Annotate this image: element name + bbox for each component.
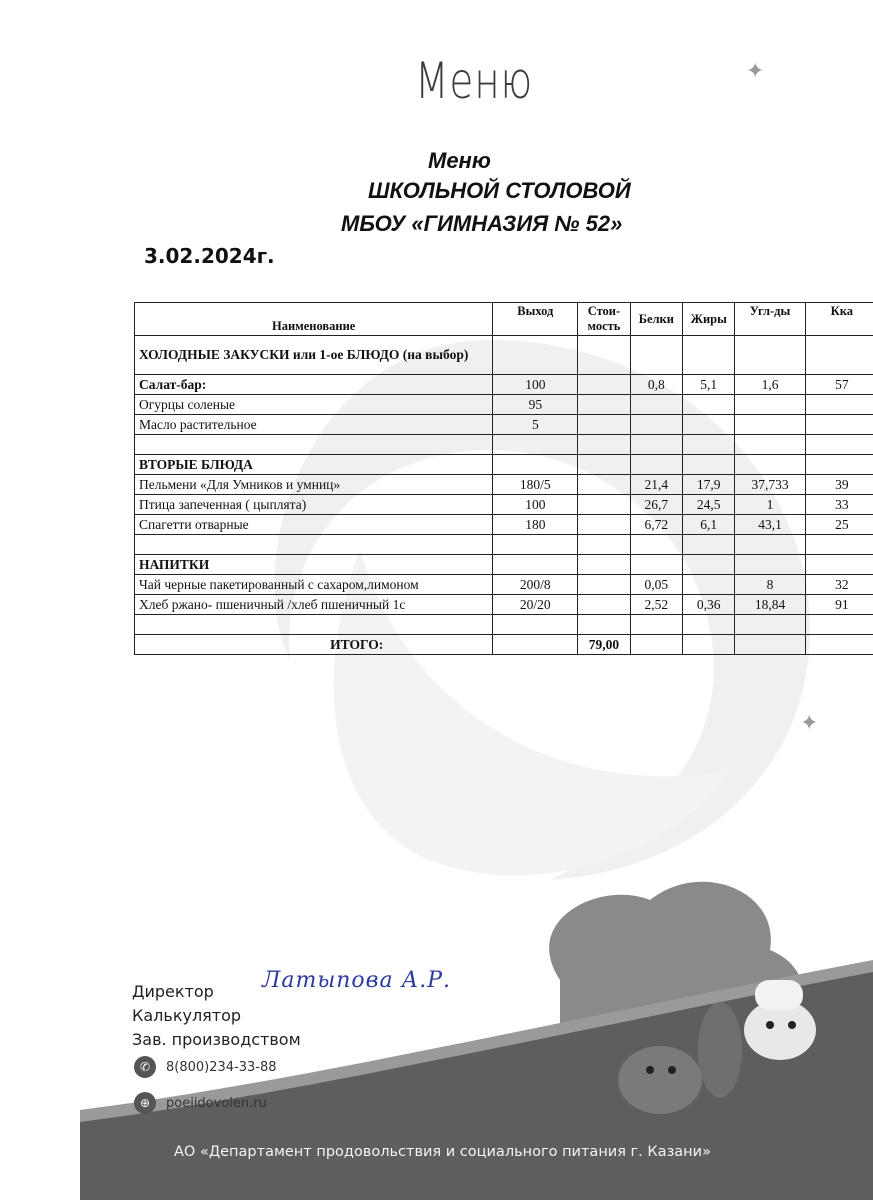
cell-carbs: 18,84 (735, 595, 805, 615)
cell-protein (630, 415, 682, 435)
cell-carbs: 43,1 (735, 515, 805, 535)
cell-protein (630, 336, 682, 375)
cell-carbs (735, 555, 805, 575)
cell-kcal: 25 (805, 515, 873, 535)
cell-name: НАПИТКИ (135, 555, 493, 575)
cell-cost (578, 375, 630, 395)
calculator-label: Калькулятор (132, 1006, 242, 1025)
cell-fat (683, 535, 735, 555)
title-canteen: ШКОЛЬНОЙ СТОЛОВОЙ (368, 178, 631, 203)
table-row (135, 475, 873, 495)
header-kcal: Кка (805, 303, 873, 336)
cell-protein: 2,52 (630, 595, 682, 615)
cell-fat (683, 336, 735, 375)
cell-carbs (735, 535, 805, 555)
table-row (135, 595, 873, 615)
cell-kcal: 32 (805, 575, 873, 595)
table-row (135, 495, 873, 515)
table-row (135, 395, 873, 415)
header-name: Наименование (135, 303, 493, 336)
director-label: Директор (132, 982, 214, 1001)
organization-name: АО «Департамент продовольствия и социального питания г. Казани» (174, 1144, 711, 1160)
cell-protein (630, 455, 682, 475)
sparkle-icon: ✦ (800, 710, 819, 735)
cell-carbs (735, 455, 805, 475)
cell-protein (630, 615, 682, 635)
cell-kcal (805, 615, 873, 635)
table-row (135, 555, 873, 575)
table-row (135, 535, 873, 555)
cell-name: Чай черные пакетированный с сахаром,лимоном (135, 575, 493, 595)
cell-kcal: 57 (805, 375, 873, 395)
phone-contact (134, 1056, 277, 1078)
cell-name: Салат-бар: (135, 375, 493, 395)
cell-protein (630, 555, 682, 575)
cell-fat (683, 575, 735, 595)
cell-fat: 17,9 (683, 475, 735, 495)
cell-cost (578, 535, 630, 555)
production-head-label: Зав. производством (132, 1030, 301, 1049)
cell-carbs (735, 615, 805, 635)
cell-kcal (805, 395, 873, 415)
header-carbs: Угл-ды (735, 303, 805, 336)
cell-name: Хлеб ржано- пшеничный /хлеб пшеничный 1с (135, 595, 493, 615)
cell-cost (578, 415, 630, 435)
total-row (135, 635, 873, 655)
cell-carbs: 1 (735, 495, 805, 515)
cell-name (135, 535, 493, 555)
table-row (135, 336, 873, 375)
total-label: ИТОГО: (135, 635, 493, 655)
cell-output: 20/20 (493, 595, 578, 615)
cell-name (135, 435, 493, 455)
cell-output: 5 (493, 415, 578, 435)
cell-output (493, 615, 578, 635)
cell-cost (578, 336, 630, 375)
cell-output: 100 (493, 375, 578, 395)
sparkle-icon: ✦ (746, 58, 765, 83)
table-row (135, 435, 873, 455)
cell-fat (683, 435, 735, 455)
cell-cost (578, 555, 630, 575)
header-cost: Стои-мость (578, 303, 630, 336)
cell-fat (683, 395, 735, 415)
cell-output: 200/8 (493, 575, 578, 595)
cell-fat: 6,1 (683, 515, 735, 535)
cell-carbs: 37,733 (735, 475, 805, 495)
cell-kcal (805, 535, 873, 555)
table-header-row (135, 303, 873, 336)
cell-cost (578, 615, 630, 635)
cell-fat: 24,5 (683, 495, 735, 515)
cell-output (493, 555, 578, 575)
phone-number: 8(800)234-33-88 (166, 1059, 277, 1075)
cell-output: 180 (493, 515, 578, 535)
table-row (135, 455, 873, 475)
phone-icon: ✆ (134, 1056, 156, 1078)
cell-kcal: 33 (805, 495, 873, 515)
cell-protein (630, 435, 682, 455)
cell-cost (578, 475, 630, 495)
table-row (135, 515, 873, 535)
cell-name: ХОЛОДНЫЕ ЗАКУСКИ или 1-ое БЛЮДО (на выбор) (135, 336, 493, 375)
cell-carbs (735, 415, 805, 435)
cell-name: Спагетти отварные (135, 515, 493, 535)
cell-name: ВТОРЫЕ БЛЮДА (135, 455, 493, 475)
cell-carbs: 1,6 (735, 375, 805, 395)
cell-output (493, 455, 578, 475)
cell-kcal (805, 455, 873, 475)
cell-fat: 5,1 (683, 375, 735, 395)
cell-protein: 6,72 (630, 515, 682, 535)
cell-cost (578, 455, 630, 475)
website-link[interactable]: poeiidovolen.ru (166, 1095, 267, 1111)
cell-protein: 0,05 (630, 575, 682, 595)
cell-protein: 26,7 (630, 495, 682, 515)
menu-date: 3.02.2024г. (144, 244, 275, 268)
cell-fat (683, 615, 735, 635)
cell-name (135, 615, 493, 635)
menu-table (134, 302, 873, 655)
cell-protein (630, 535, 682, 555)
globe-icon: ⊕ (134, 1092, 156, 1114)
cell-name: Огурцы соленые (135, 395, 493, 415)
cell-carbs (735, 336, 805, 375)
cell-fat (683, 555, 735, 575)
total-cost: 79,00 (578, 635, 630, 655)
cell-kcal (805, 435, 873, 455)
cell-output: 180/5 (493, 475, 578, 495)
cell-kcal: 39 (805, 475, 873, 495)
cell-cost (578, 495, 630, 515)
header-fat: Жиры (683, 303, 735, 336)
cell-fat: 0,36 (683, 595, 735, 615)
title-school: МБОУ «ГИМНАЗИЯ № 52» (341, 211, 623, 236)
cell-kcal: 91 (805, 595, 873, 615)
cell-protein: 0,8 (630, 375, 682, 395)
table-row (135, 575, 873, 595)
cell-fat (683, 415, 735, 435)
cell-name: Пельмени «Для Умников и умниц» (135, 475, 493, 495)
cell-kcal (805, 415, 873, 435)
cell-carbs (735, 395, 805, 415)
table-row (135, 615, 873, 635)
cell-carbs (735, 435, 805, 455)
cell-output (493, 336, 578, 375)
header-protein: Белки (630, 303, 682, 336)
cell-output: 100 (493, 495, 578, 515)
cell-cost (578, 435, 630, 455)
title-menu: Меню (428, 148, 491, 173)
cell-output: 95 (493, 395, 578, 415)
cell-kcal (805, 555, 873, 575)
cell-cost (578, 515, 630, 535)
website-contact (134, 1092, 267, 1114)
cell-cost (578, 395, 630, 415)
cell-name: Птица запеченная ( цыплята) (135, 495, 493, 515)
cell-output (493, 435, 578, 455)
header-output: Выход (493, 303, 578, 336)
cell-protein: 21,4 (630, 475, 682, 495)
cell-cost (578, 595, 630, 615)
table-row (135, 375, 873, 395)
cell-output (493, 535, 578, 555)
handwritten-title: Меню (415, 52, 533, 110)
table-row (135, 415, 873, 435)
cell-protein (630, 395, 682, 415)
cell-name: Масло растительное (135, 415, 493, 435)
cell-carbs: 8 (735, 575, 805, 595)
cell-cost (578, 575, 630, 595)
director-signature: Латыпова А.Р. (262, 968, 452, 993)
cell-fat (683, 455, 735, 475)
cell-kcal (805, 336, 873, 375)
